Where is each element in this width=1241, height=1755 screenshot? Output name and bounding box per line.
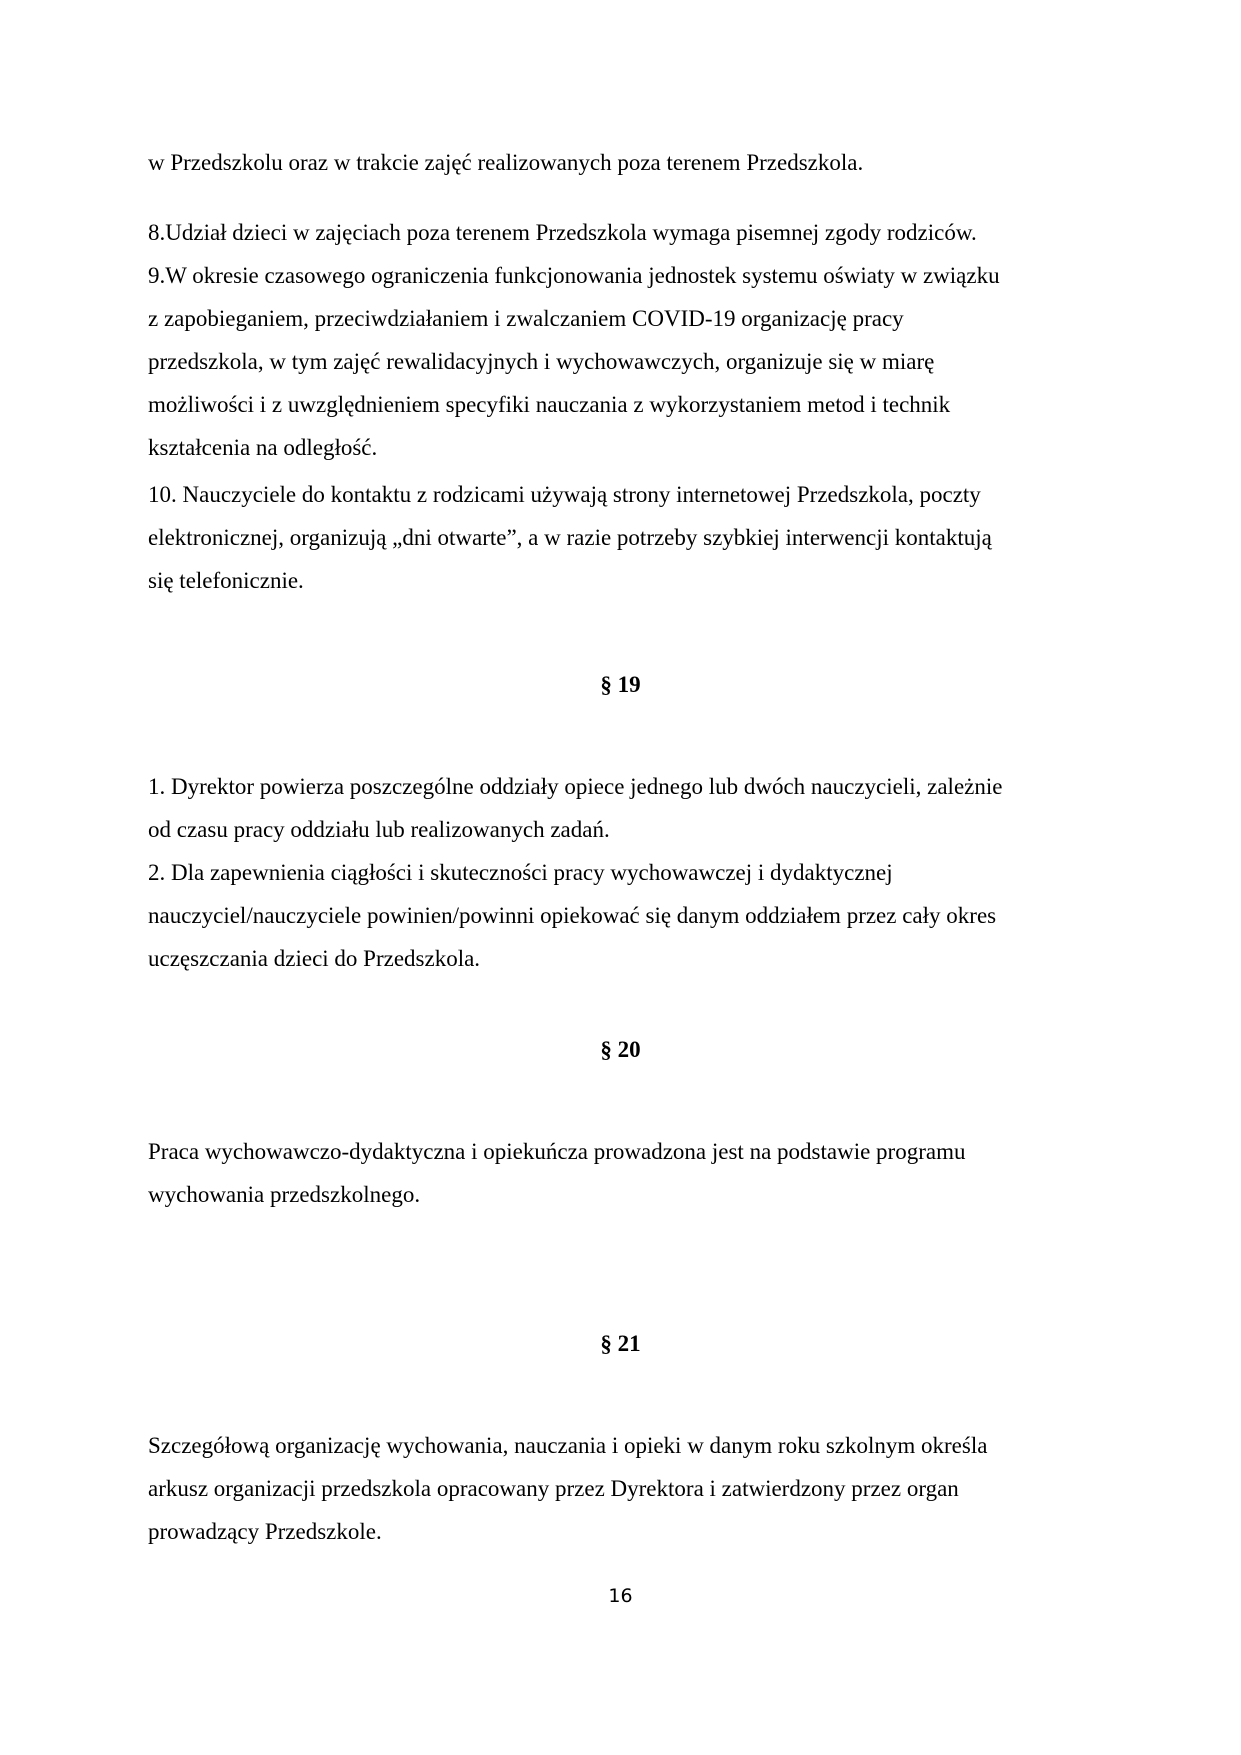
text-line: wychowania przedszkolnego. (148, 1182, 421, 1207)
text-line: 2. Dla zapewnienia ciągłości i skuteczności pracy wychowawczej i dydaktycznej (148, 860, 893, 885)
text-line: Praca wychowawczo-dydaktyczna i opiekuńcza prowadzona jest na podstawie programu (148, 1139, 966, 1164)
page-number: 16 (608, 1585, 633, 1607)
section-heading: § 20 (600, 1037, 641, 1062)
text-line: 10. Nauczyciele do kontaktu z rodzicami używają strony internetowej Przedszkola, poczty (148, 482, 981, 507)
text-line: 9.W okresie czasowego ograniczenia funkcjonowania jednostek systemu oświaty w związku (148, 263, 1000, 288)
section-heading: § 19 (600, 672, 641, 697)
text-line: prowadzący Przedszkole. (148, 1519, 382, 1544)
text-line: 1. Dyrektor powierza poszczególne oddziały opiece jednego lub dwóch nauczycieli, zależnie (148, 774, 1003, 799)
section-heading: § 21 (600, 1331, 641, 1356)
text-line: przedszkola, w tym zajęć rewalidacyjnych i wychowawczych, organizuje się w miarę (148, 349, 935, 374)
text-line: Szczegółową organizację wychowania, nauczania i opieki w danym roku szkolnym określa (148, 1433, 988, 1458)
text-line: nauczyciel/nauczyciele powinien/powinni opiekować się danym oddziałem przez cały okres (148, 903, 997, 928)
text-line: uczęszczania dzieci do Przedszkola. (148, 946, 481, 971)
text-line: kształcenia na odległość. (148, 435, 378, 460)
text-line: z zapobieganiem, przeciwdziałaniem i zwalczaniem COVID-19 organizację pracy (148, 306, 904, 331)
text-line: 8.Udział dzieci w zajęciach poza terenem Przedszkola wymaga pisemnej zgody rodziców. (148, 220, 977, 245)
text-line: możliwości i z uwzględnieniem specyfiki nauczania z wykorzystaniem metod i technik (148, 392, 951, 417)
text-line: arkusz organizacji przedszkola opracowany przez Dyrektora i zatwierdzony przez organ (148, 1476, 959, 1501)
text-line: elektronicznej, organizują „dni otwarte”, a w razie potrzeby szybkiej interwencji kontaktują (148, 525, 992, 550)
text-line: w Przedszkolu oraz w trakcie zajęć realizowanych poza terenem Przedszkola. (148, 150, 864, 175)
text-line: od czasu pracy oddziału lub realizowanych zadań. (148, 817, 610, 842)
text-line: się telefonicznie. (148, 568, 304, 593)
